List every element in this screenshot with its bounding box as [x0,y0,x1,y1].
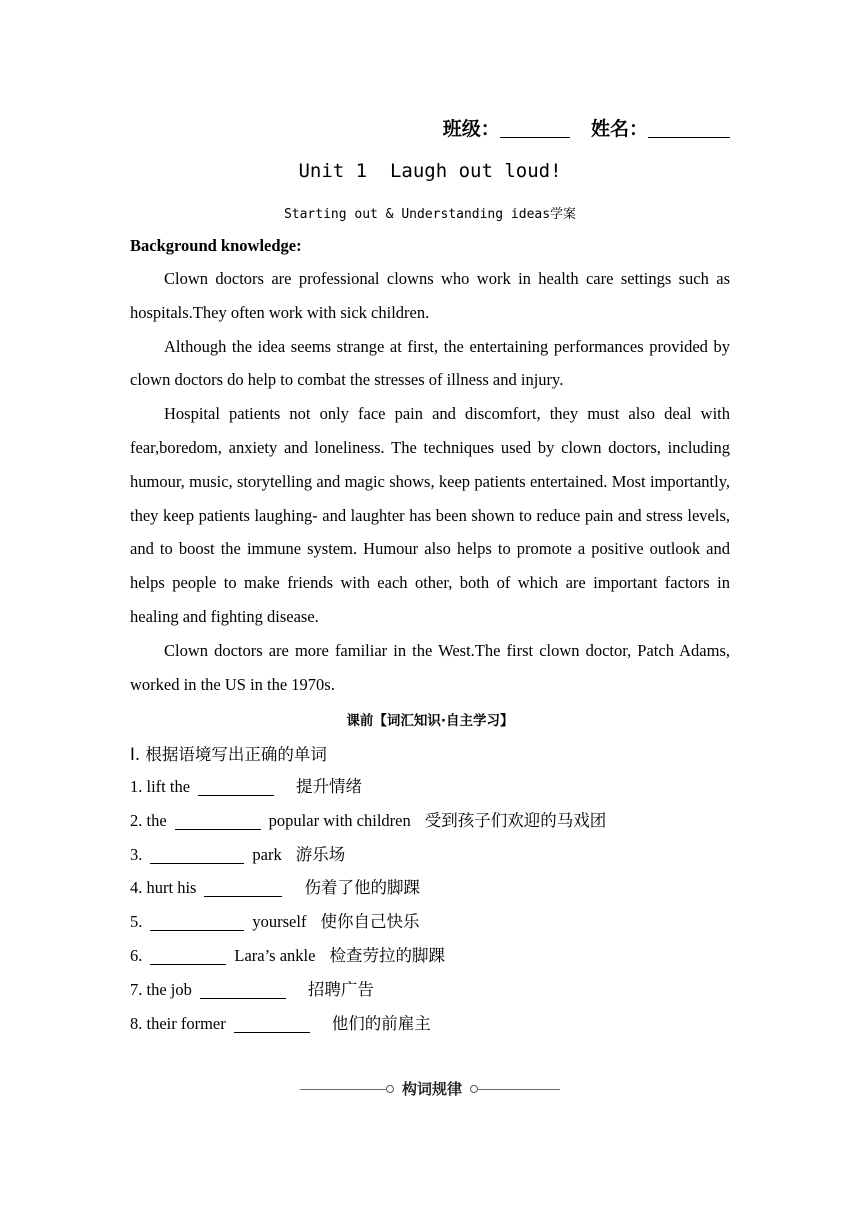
list-item [130,973,606,1007]
answer-blank[interactable] [150,843,244,864]
background-paragraph: Clown doctors are more familiar in the West.The first clown doctor, Patch Adams, worked in the US in the 1970s. [130,640,730,694]
background-text [130,262,730,701]
item-translation: 使你自己快乐 [320,912,420,932]
item-translation: 检查劳拉的脚踝 [329,945,445,965]
divider-line [478,1089,560,1090]
background-heading: Background knowledge: [130,236,302,255]
answer-blank[interactable] [175,809,261,830]
divider-label: 构词规律 [401,1080,462,1098]
list-item [130,770,606,804]
item-suffix: park [252,844,282,864]
answer-blank[interactable] [198,775,274,796]
answer-blank[interactable] [234,1012,310,1033]
item-translation: 受到孩子们欢迎的马戏团 [424,810,607,830]
item-translation: 招聘广告 [307,979,374,999]
item-translation: 他们的前雇主 [331,1013,431,1033]
item-prefix: 8. their former [130,1013,226,1033]
word-formation-divider [300,1078,560,1102]
item-prefix: 3. [130,844,143,864]
name-blank[interactable] [648,119,730,138]
subtitle-en: Starting out & Understanding ideas [283,207,551,222]
item-translation: 伤着了他的脚踝 [304,878,420,898]
class-label: 班级： [442,118,500,140]
item-prefix: 5. [130,912,143,932]
subtitle-cn: 学案 [550,207,577,222]
part-title: Ⅰ. 根据语境写出正确的单词 [130,745,327,764]
list-item [130,871,606,905]
section-title: 课前【词汇知识·自主学习】 [346,713,514,729]
item-translation: 提升情绪 [296,777,363,796]
item-prefix: 1. lift the [130,777,191,796]
item-prefix: 6. [130,945,143,965]
name-label: 姓名： [590,118,648,140]
list-item [130,939,606,973]
list-item [130,804,606,838]
divider-line [300,1089,386,1090]
answer-blank[interactable] [204,876,282,897]
background-paragraph: Although the idea seems strange at first, the entertaining performances provided by clown doctors do help to combat the stresses of illness and injury. [130,336,730,390]
item-prefix: 7. the job [130,979,192,999]
vocabulary-list [130,770,606,1040]
answer-blank[interactable] [200,978,286,999]
item-suffix: yourself [252,912,307,932]
divider-dot [386,1085,394,1093]
item-prefix: 2. the [130,810,167,830]
unit-title: Unit 1 Laugh out loud! [298,160,562,182]
list-item [130,905,606,939]
item-translation: 游乐场 [295,844,346,864]
answer-blank[interactable] [150,944,226,965]
divider-dot [470,1085,478,1093]
class-blank[interactable] [500,119,570,138]
item-prefix: 4. hurt his [130,878,197,898]
answer-blank[interactable] [150,910,244,931]
subtitle [0,203,860,222]
class-name-header [443,114,730,141]
list-item [130,1007,606,1041]
item-suffix: Lara’s ankle [234,945,316,965]
item-suffix: popular with children [268,810,411,830]
list-item [130,838,606,872]
background-paragraph: Clown doctors are professional clowns who work in health care settings such as hospitals.They often work with sick children. [130,269,730,322]
background-paragraph: Hospital patients not only face pain and discomfort, they must also deal with fear,boredom, anxiety and loneliness. The techniques used by clown doctors, including humour, music, storytelling and magic shows, keep patients entertained. Most importantly, they keep patients laughing- and laughter has been shown to reduce pain and stress levels, and to boost the immune system. Humour also helps to promote a positive outlook and helps people to make friends with each other, both of which are important factors in healing and fighting disease. [130,404,730,626]
